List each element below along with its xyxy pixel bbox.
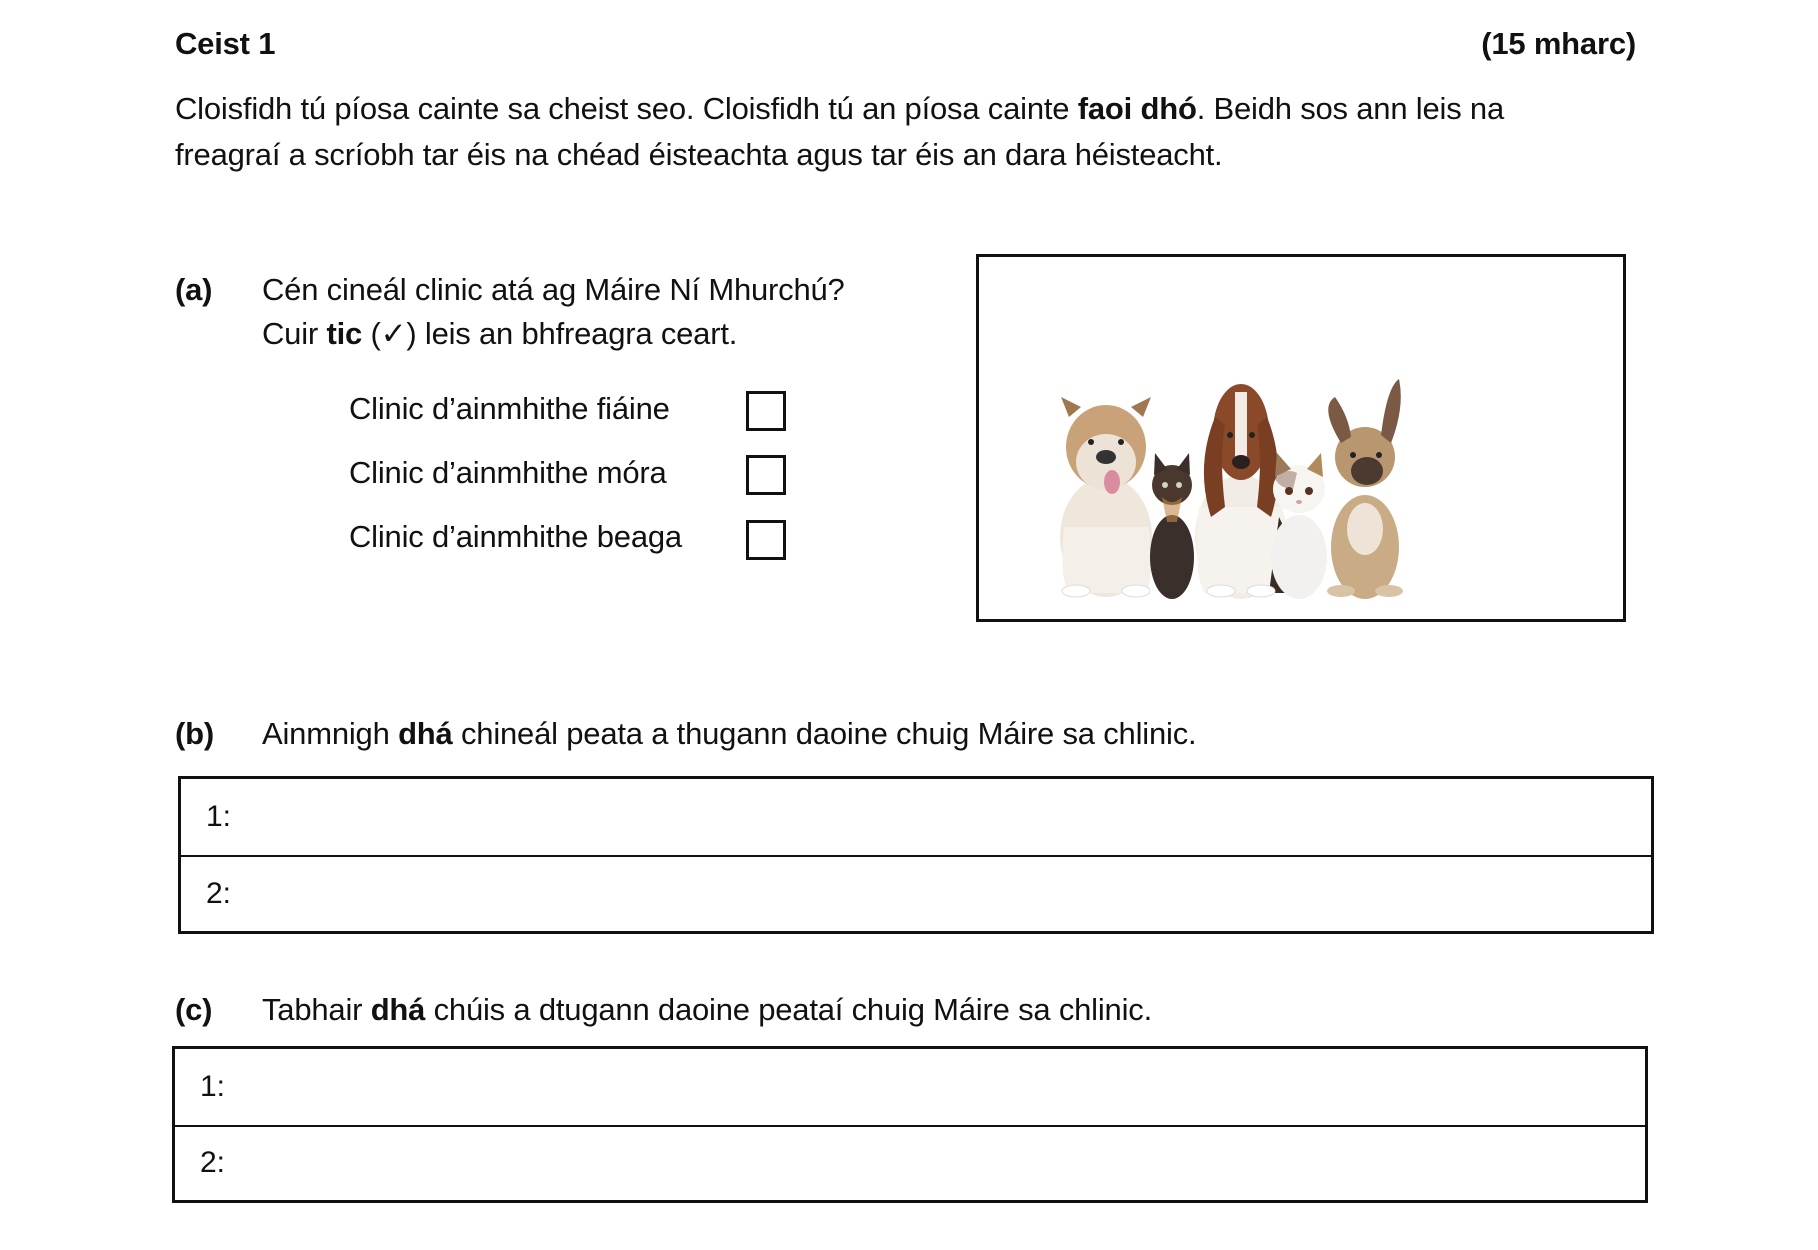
part-c-question [262, 990, 1152, 1030]
intro-emphasis: faoi dhó [1077, 91, 1197, 126]
answer-field-c-1[interactable] [175, 1049, 1645, 1125]
intro-line-2: freagraí a scríobh tar éis na chéad éisteachta agus tar éis an dara héisteacht. [175, 137, 1223, 172]
row-number: 1: [206, 800, 232, 833]
row-number: 2: [206, 877, 232, 910]
pets-illustration-icon [979, 257, 1623, 619]
question-title: Ceist 1 [175, 26, 276, 61]
question-text: chineál peata a thugann daoine chuig Máire sa chlinic. [452, 716, 1197, 751]
option-label-wild-animals: Clinic d’ainmhithe fiáine [349, 391, 670, 426]
part-b-question [262, 714, 1196, 754]
instruction-text: (✓) leis an bhfreagra ceart. [362, 316, 738, 351]
option-label-large-animals: Clinic d’ainmhithe móra [349, 455, 667, 490]
question-emphasis: dhá [370, 992, 426, 1027]
answer-field-b-1[interactable] [181, 779, 1651, 855]
row-number: 1: [200, 1069, 226, 1103]
option-label-small-animals: Clinic d’ainmhithe beaga [349, 519, 682, 554]
checkbox-large-animals[interactable] [746, 455, 786, 495]
answer-field-b-2[interactable] [181, 855, 1651, 931]
answer-field-c-2[interactable] [175, 1125, 1645, 1201]
intro-text: Cloisfidh tú píosa cainte sa cheist seo. Cloisfidh tú an píosa cainte [175, 91, 1078, 126]
row-number: 2: [200, 1146, 226, 1180]
kitten-icon [1150, 453, 1194, 599]
bulldog-icon [1060, 397, 1152, 597]
pets-image [976, 254, 1626, 622]
instruction-text: Cuir [262, 316, 327, 351]
question-text: Ainmnigh [262, 716, 399, 751]
intro-line-1 [175, 89, 1504, 129]
part-b-answer-table [178, 776, 1654, 934]
french-bulldog-icon [1327, 379, 1403, 599]
question-text: chúis a dtugann daoine peataí chuig Máire sa chlinic. [425, 992, 1152, 1027]
question-emphasis: dhá [398, 716, 453, 751]
checkbox-small-animals[interactable] [746, 520, 786, 560]
part-c-answer-table [172, 1046, 1648, 1203]
question-text: Tabhair [262, 992, 371, 1027]
part-a-label: (a) [175, 272, 213, 307]
question-marks: (15 mharc) [1481, 26, 1636, 61]
part-a-instruction [262, 314, 737, 354]
part-a-question: Cén cineál clinic atá ag Máire Ní Mhurchú? [262, 272, 845, 307]
part-c-label: (c) [175, 992, 213, 1027]
intro-text: . Beidh sos ann leis na [1196, 91, 1505, 126]
checkbox-wild-animals[interactable] [746, 391, 786, 431]
instruction-emphasis: tic [326, 316, 363, 351]
part-b-label: (b) [175, 716, 214, 751]
